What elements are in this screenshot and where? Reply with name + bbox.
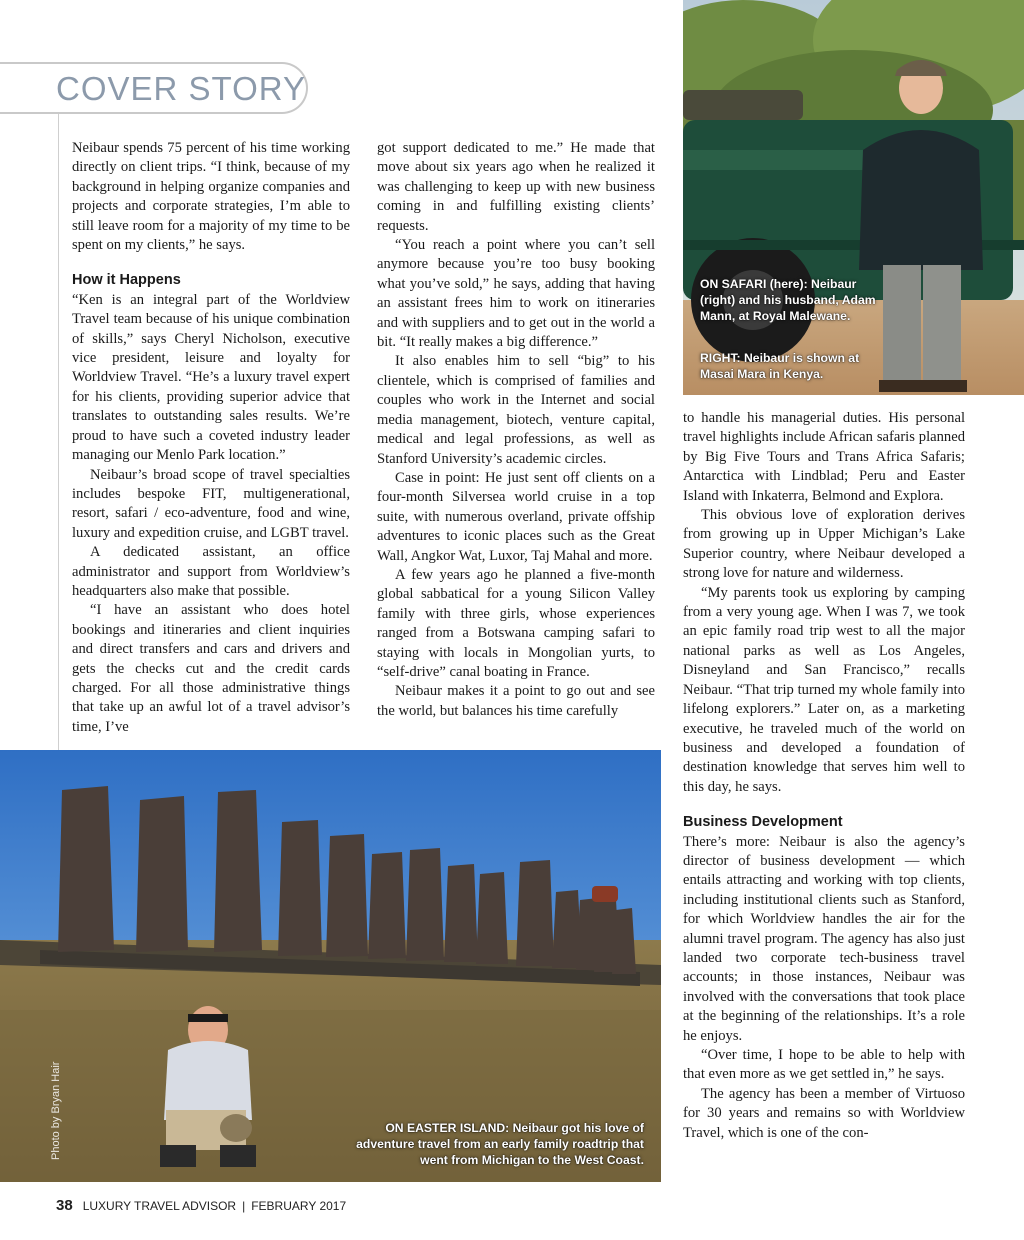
safari-caption: ON SAFARI (here): Neibaur (right) and his husband, Adam Mann, at Royal Malewane. [700,277,876,323]
publication-name: LUXURY TRAVEL ADVISOR [82,1199,237,1213]
paragraph: The agency has been a member of Virtuoso for 30 years and remains so with Worldview Travel, which is one of the con- [683,1085,965,1141]
paragraph: “My parents took us exploring by camping from a very young age. When I was 7, we took an epic family road trip west to all the major national parks as well as Los Angeles, Disneyland and San Francisco,” recalls Neibaur. “That trip turned my whole family into lifelong explorers.” Later on, as a marketing executive, he traveled much of the world on business and developed a foundation of destination knowledge that serves him well to this day, he says. [683,584,965,795]
section-label: COVER STORY [56,70,307,107]
paragraph: It also enables him to sell “big” to his clientele, which is comprised of families and couples who work in the Internet and social media management, biotech, venture capital, medical and legal professions, as well as Stanford University’s academic circles. [377,353,655,467]
paragraph: Case in point: He just sent off clients on a four-month Silversea world cruise in a top suite, with numerous overland, private offship adventures to iconic places such as the Great Wall, Angkor Wat, Luxor, Taj Mahal and more. [377,469,655,564]
paragraph: Neibaur’s broad scope of travel specialties includes bespoke FIT, multigenerational, resort, safari / eco-adventure, food and wine, luxury and expedition cruise, and LGBT travel. [72,466,350,541]
paragraph: to handle his managerial duties. His personal travel highlights include African safaris planned by Big Five Tours and Trans Africa Safaris; Antarctica with Lindblad; Peru and Easter Island with Inkaterra, Belmond and Explora. [683,410,965,504]
page-footer [56,1197,346,1214]
footer-separator: | [242,1199,246,1213]
article-column-2 [377,139,655,721]
safari-photo-illustration [683,0,1024,395]
page-number: 38 [56,1197,73,1214]
paragraph: Neibaur spends 75 percent of his time working directly on client trips. “I think, because of my background in helping organize companies and projects and corporate strategies, I’m able to still leave room for a majority of my time to be spent on my clients,” he says. [72,140,350,254]
paragraph: This obvious love of exploration derives from growing up in Upper Michigan’s Lake Superior country, where Neibaur developed a strong love for nature and wilderness. [683,507,965,582]
article-column-3 [683,409,965,1143]
paragraph: A dedicated assistant, an office administrator and support from Worldview’s headquarters also make that possible. [72,544,350,599]
masai-mara-caption: RIGHT: Neibaur is shown at Masai Mara in Kenya. [700,351,860,381]
paragraph: got support dedicated to me.” He made that move about six years ago when he realized it was challenging to keep up with new business coming in and fulfilling existing clients’ requests. [377,140,655,234]
paragraph: Neibaur makes it a point to go out and see the world, but balances his time carefully [377,683,655,719]
paragraph: “I have an assistant who does hotel bookings and itineraries and client inquiries and direct transfers and cars and drivers and gets the checks cut and the credit cards charged. For all those administrative things that take up an awful lot of a travel advisor’s time, I’ve [72,602,350,735]
subhead-business-development: Business Development [683,814,843,831]
paragraph: “Ken is an integral part of the Worldview Travel team because of his unique combination of skills,” says Cheryl Nicholson, executive vice president, leisure and loyalty for Worldview Travel. “He’s a luxury travel expert for his clients, providing superior advice that translates to outstanding sales results. We’re proud to have such a coveted industry leader managing our Menlo Park location.” [72,291,350,464]
easter-island-photo [0,750,661,1182]
easter-island-illustration [0,750,661,1182]
paragraph: “Over time, I hope to be able to help with that even more as we get settled in,” he says. [683,1047,965,1083]
subhead-how-it-happens: How it Happens [72,272,181,289]
article-column-1 [72,139,350,737]
paragraph: A few years ago he planned a five-month global sabbatical for a young Silicon Valley family with three girls, whose experiences ranged from a Botswana camping safari to staying with locals in Mongolian yurts, to “self-drive” canal boating in France. [377,566,655,680]
easter-island-caption: ON EASTER ISLAND: Neibaur got his love of adventure travel from an early family roadtrip that went from Michigan to the West Coast. [356,1121,644,1167]
paragraph: There’s more: Neibaur is also the agency’s director of business development — which entails attracting and working with top clients, including institutional clients such as Stanford, for which Worldview handles the air for the alumni travel program. The agency has also just landed two corporate tech-business travel accounts; in those instances, Neibaur was involved with the conversations that took place at the beginning of the relationships. It’s a role he enjoys. [683,833,965,1044]
column-rule [58,114,59,750]
safari-photo [683,0,1024,395]
photo-credit: Photo by Bryan Hair [50,1061,62,1160]
paragraph: “You reach a point where you can’t sell anymore because you’re too busy booking what you’ve sold,” he says, adding that having an assistant frees him to work on itineraries and with suppliers and to get out in the world a bit. “It really makes a big difference.” [377,237,655,351]
issue-date: FEBRUARY 2017 [251,1199,347,1213]
